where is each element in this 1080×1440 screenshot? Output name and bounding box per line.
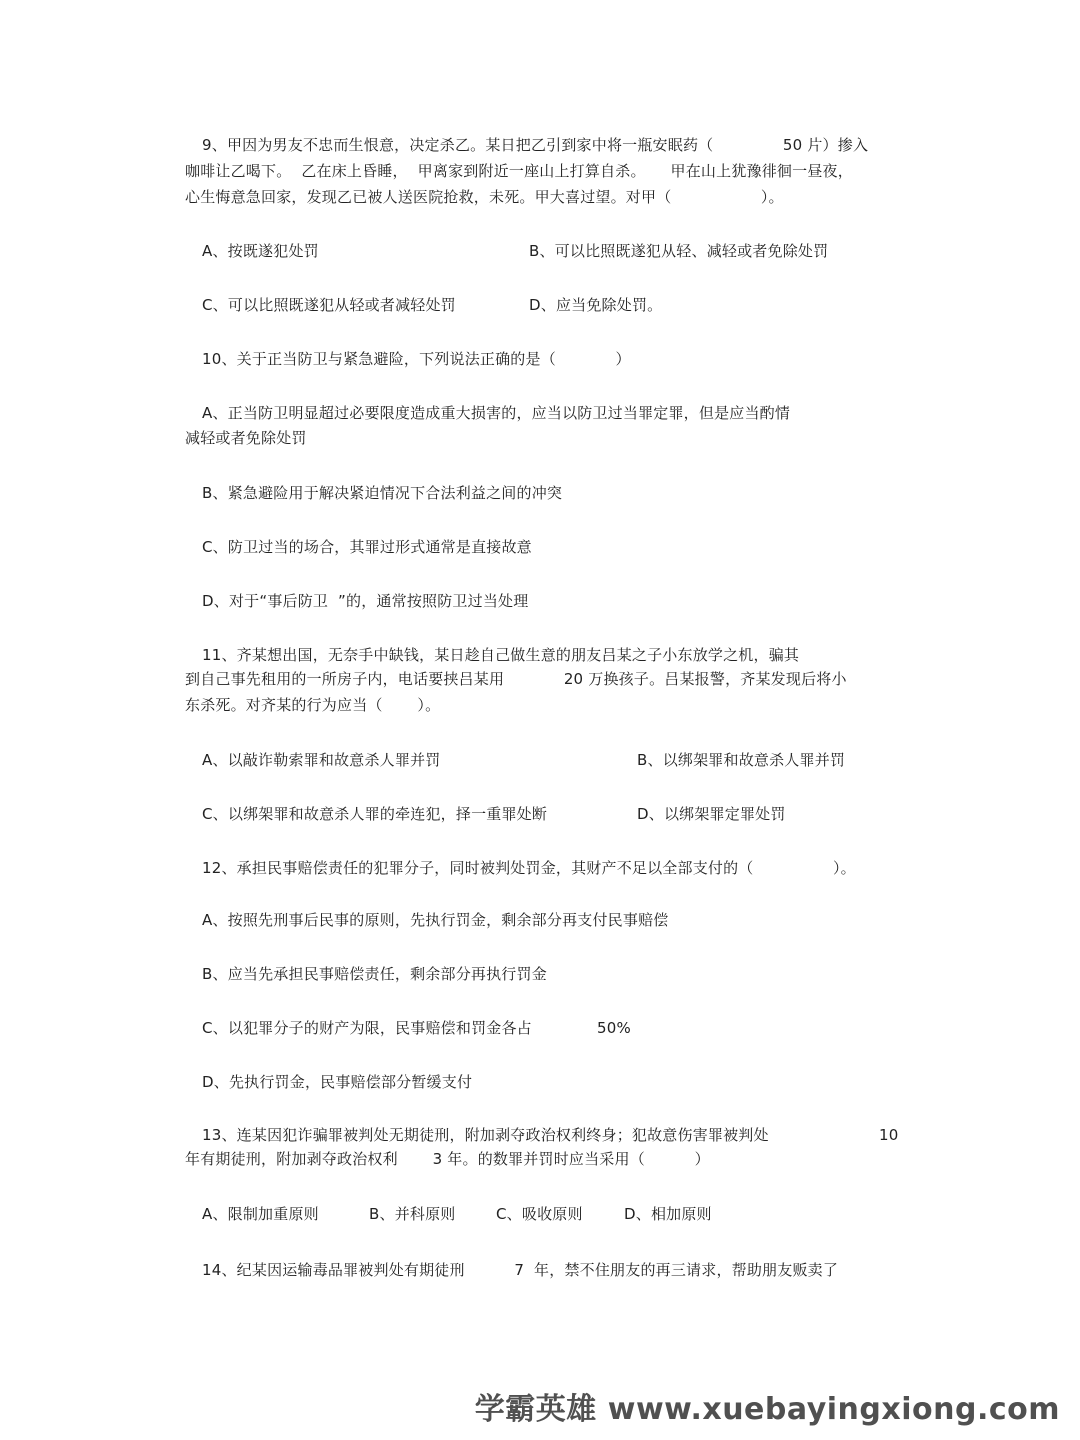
question-13-stem-line-2: 年有期徒刑，附加剥夺政治权利 3 年。的数罪并罚时应当采用（ ） xyxy=(185,1150,710,1168)
question-10-option-a: A、正当防卫明显超过必要限度造成重大损害的，应当以防卫过当罪定罪，但是应当酌情 xyxy=(202,404,791,422)
question-12-option-a: A、按照先刑事后民事的原则，先执行罚金，剩余部分再支付民事赔偿 xyxy=(202,911,669,929)
question-10-option-a-cont: 减轻或者免除处罚 xyxy=(185,429,307,447)
question-9-stem-line-2: 咖啡让乙喝下。 乙在床上昏睡， 甲离家到附近一座山上打算自杀。 甲在山上犹豫徘徊一昼夜， xyxy=(185,162,853,180)
question-13-option-a: A、限制加重原则 xyxy=(202,1205,319,1223)
question-12-option-c: C、以犯罪分子的财产为限，民事赔偿和罚金各占 xyxy=(202,1019,532,1037)
question-9-stem-line-1: 9、甲因为男友不忠而生恨意，决定杀乙。某日把乙引到家中将一瓶安眠药（ 50 片）掺入 xyxy=(202,136,869,154)
question-10-option-b: B、紧急避险用于解决紧迫情况下合法利益之间的冲突 xyxy=(202,484,563,502)
question-12-option-d: D、先执行罚金，民事赔偿部分暂缓支付 xyxy=(202,1073,473,1091)
question-11-stem-line-1: 11、齐某想出国，无奈手中缺钱，某日趁自己做生意的朋友吕某之子小东放学之机，骗其 xyxy=(202,646,800,664)
question-9-option-c: C、可以比照既遂犯从轻或者减轻处罚 xyxy=(202,296,456,314)
question-11-option-d: D、以绑架罪定罪处罚 xyxy=(637,805,786,823)
question-13-stem-line-1: 13、连某因犯诈骗罪被判处无期徒刑，附加剥夺政治权利终身；犯故意伤害罪被判处 xyxy=(202,1126,769,1144)
question-9-option-d: D、应当免除处罚。 xyxy=(529,296,663,314)
question-11-option-a: A、以敲诈勒索罪和故意杀人罪并罚 xyxy=(202,751,441,769)
question-11-option-b: B、以绑架罪和故意杀人罪并罚 xyxy=(637,751,846,769)
watermark: 学霸英雄 www.xuebayingxiong.com xyxy=(474,1392,1060,1427)
question-12-option-c-value: 50% xyxy=(597,1019,631,1037)
question-13-option-d: D、相加原则 xyxy=(624,1205,712,1223)
question-10-stem: 10、关于正当防卫与紧急避险，下列说法正确的是（ ） xyxy=(202,350,631,368)
question-13-stem-number: 10 xyxy=(879,1126,899,1144)
question-11-stem-line-2: 到自己事先租用的一所房子内，电话要挟吕某用 20 万换孩子。吕某报警，齐某发现后将小 xyxy=(185,670,847,688)
question-11-option-c: C、以绑架罪和故意杀人罪的牵连犯，择一重罪处断 xyxy=(202,805,548,823)
question-12-option-b: B、应当先承担民事赔偿责任，剩余部分再执行罚金 xyxy=(202,965,547,983)
question-9-option-b: B、可以比照既遂犯从轻、减轻或者免除处罚 xyxy=(529,242,829,260)
question-13-option-b: B、并科原则 xyxy=(369,1205,456,1223)
question-11-stem-line-3: 东杀死。对齐某的行为应当（ ）。 xyxy=(185,696,441,714)
question-13-option-c: C、吸收原则 xyxy=(496,1205,583,1223)
question-12-stem: 12、承担民事赔偿责任的犯罪分子，同时被判处罚金，其财产不足以全部支付的（ ）。 xyxy=(202,859,856,877)
question-14-stem: 14、纪某因运输毒品罪被判处有期徒刑 7 年，禁不住朋友的再三请求，帮助朋友贩卖了 xyxy=(202,1261,839,1279)
question-9-option-a: A、按既遂犯处罚 xyxy=(202,242,319,260)
question-9-stem-line-3: 心生悔意急回家，发现乙已被人送医院抢救，未死。甲大喜过望。对甲（ ）。 xyxy=(185,188,784,206)
question-10-option-c: C、防卫过当的场合，其罪过形式通常是直接故意 xyxy=(202,538,532,556)
question-10-option-d: D、对于“事后防卫 ”的，通常按照防卫过当处理 xyxy=(202,592,529,610)
